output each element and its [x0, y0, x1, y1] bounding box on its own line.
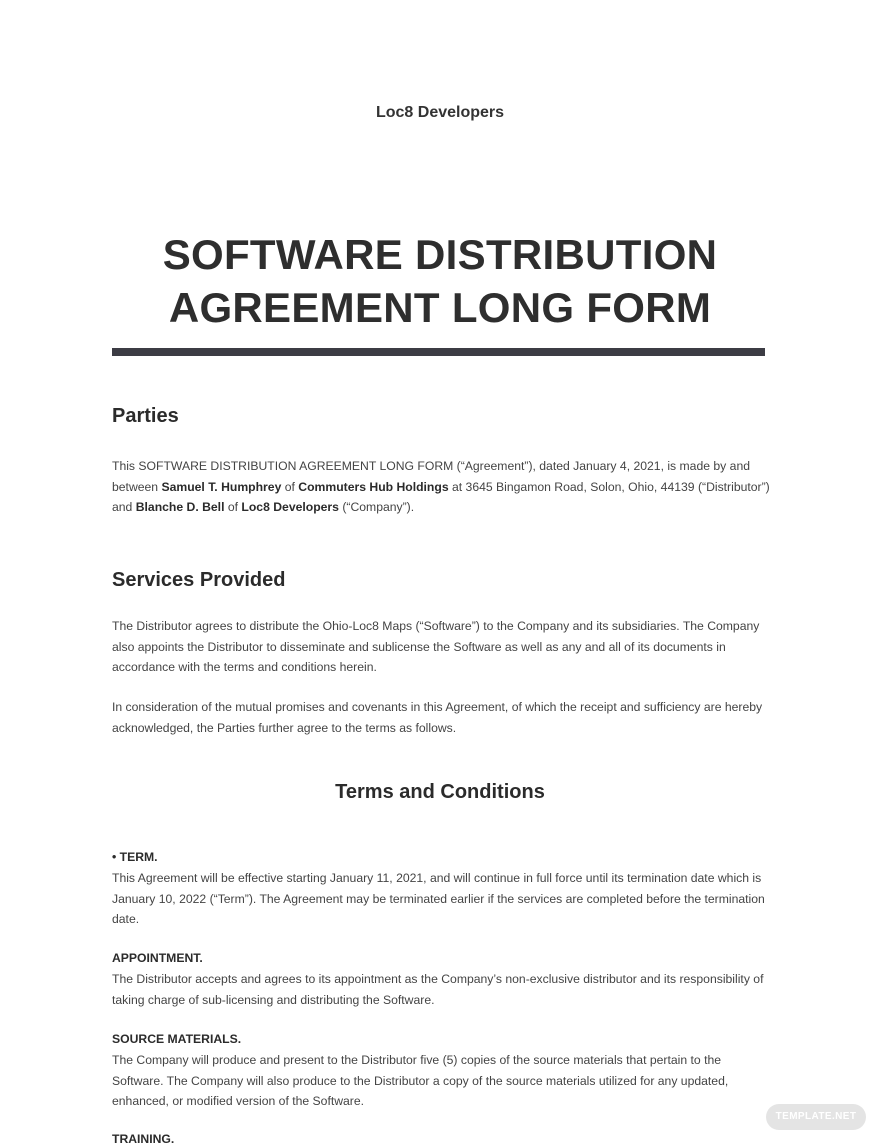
services-heading: Services Provided [112, 569, 286, 591]
clause-appointment-text: The Distributor accepts and agrees to its appointment as the Company’s non-exclusive distributor and its responsibility of taking charge of sub-licensing and distributing the Software. [112, 972, 764, 1007]
parties-text-2: at 3645 Bingamon Road, Solon, Ohio, 44139 (“Distributor”) and [112, 479, 770, 514]
terms-heading: Terms and Conditions [335, 781, 545, 803]
parties-heading: Parties [112, 405, 179, 427]
company-name: Loc8 Developers [241, 500, 339, 514]
title-divider [112, 348, 765, 356]
parties-of-2: of [224, 500, 242, 514]
clause-term-text: This Agreement will be effective starting January 11, 2021, and will continue in full force until its termination date which is January 10, 2022 (“Term”). The Agreement may be terminated earlier if the services are completed before the termination date. [112, 871, 765, 926]
title-line-1: SOFTWARE DISTRIBUTION [162, 231, 718, 278]
clause-term-title: • TERM. [112, 850, 158, 864]
services-paragraph-1: The Distributor agrees to distribute the Ohio-Loc8 Maps (“Software”) to the Company and its subsidiaries. The Company also appoints the Distributor to disseminate and sublicense the Software as well as any and all of its documents in accordance with the terms and conditions herein. [112, 619, 760, 674]
clause-appointment-title: APPOINTMENT. [112, 951, 203, 965]
company-representative: Blanche D. Bell [135, 500, 225, 514]
clause-source-materials-title: SOURCE MATERIALS. [112, 1032, 242, 1046]
template-watermark: TEMPLATE.NET [766, 1104, 866, 1130]
parties-of-1: of [281, 479, 299, 494]
document-title [100, 228, 780, 334]
distributor-name: Samuel T. Humphrey [161, 479, 282, 494]
clause-source-materials-text: The Company will produce and present to the Distributor five (5) copies of the source materials that pertain to the Software. The Company will also produce to the Distributor a copy of the source materials utilized for any updated, enhanced, or modified version of the Software. [112, 1053, 729, 1108]
services-paragraph-2: In consideration of the mutual promises and covenants in this Agreement, of which the receipt and sufficiency are hereby acknowledged, the Parties further agree to the terms as follows. [112, 700, 763, 735]
parties-text-1: This SOFTWARE DISTRIBUTION AGREEMENT LONG FORM (“Agreement”), dated January 4, 2021, is made by and between [112, 459, 750, 494]
parties-text-3: (“Company”). [338, 500, 415, 514]
title-line-2: AGREEMENT LONG FORM [168, 284, 712, 331]
distributor-company: Commuters Hub Holdings [298, 479, 449, 494]
clause-training-title: TRAINING. [112, 1132, 175, 1146]
company-header: Loc8 Developers [375, 104, 505, 121]
parties-paragraph [112, 456, 772, 518]
